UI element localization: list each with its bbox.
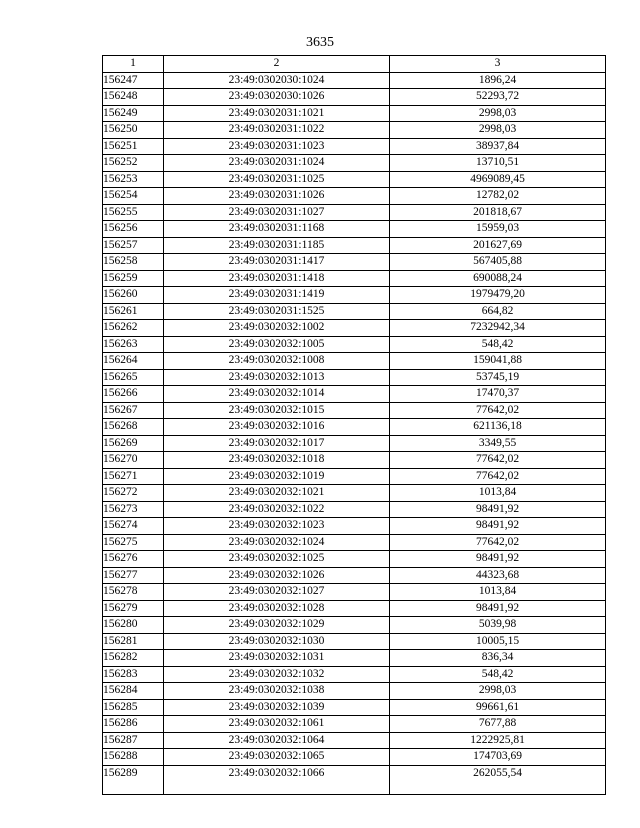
table-row xyxy=(103,171,606,188)
cadastral-number-cell: 23:49:0302030:1026 xyxy=(164,89,390,106)
table-row xyxy=(103,600,606,617)
table-row xyxy=(103,584,606,601)
row-number-cell: 156270 xyxy=(103,452,164,469)
cadastral-number-cell: 23:49:0302032:1030 xyxy=(164,633,390,650)
row-number-cell: 156263 xyxy=(103,336,164,353)
table-row xyxy=(103,353,606,370)
cadastral-number-cell: 23:49:0302032:1061 xyxy=(164,716,390,733)
row-number-cell: 156286 xyxy=(103,716,164,733)
value-cell: 15959,03 xyxy=(390,221,606,238)
cadastral-number-cell: 23:49:0302032:1039 xyxy=(164,699,390,716)
value-cell: 77642,02 xyxy=(390,534,606,551)
value-cell: 548,42 xyxy=(390,336,606,353)
table-row xyxy=(103,699,606,716)
value-cell: 3349,55 xyxy=(390,435,606,452)
table-row xyxy=(103,650,606,667)
table-row xyxy=(103,188,606,205)
cadastral-number-cell: 23:49:0302032:1002 xyxy=(164,320,390,337)
cadastral-number-cell: 23:49:0302032:1027 xyxy=(164,584,390,601)
table-row xyxy=(103,551,606,568)
table-row xyxy=(103,534,606,551)
row-number-cell: 156253 xyxy=(103,171,164,188)
value-cell: 567405,88 xyxy=(390,254,606,271)
value-cell: 77642,02 xyxy=(390,468,606,485)
cadastral-number-cell: 23:49:0302032:1064 xyxy=(164,732,390,749)
table-row xyxy=(103,765,606,794)
cadastral-number-cell: 23:49:0302031:1026 xyxy=(164,188,390,205)
cadastral-number-cell: 23:49:0302030:1024 xyxy=(164,72,390,89)
cadastral-number-cell: 23:49:0302031:1525 xyxy=(164,303,390,320)
value-cell: 1979479,20 xyxy=(390,287,606,304)
value-cell: 98491,92 xyxy=(390,551,606,568)
table-row xyxy=(103,485,606,502)
table-row xyxy=(103,518,606,535)
cadastral-number-cell: 23:49:0302032:1031 xyxy=(164,650,390,667)
row-number-cell: 156276 xyxy=(103,551,164,568)
cadastral-number-cell: 23:49:0302031:1025 xyxy=(164,171,390,188)
row-number-cell: 156273 xyxy=(103,501,164,518)
table-row xyxy=(103,270,606,287)
row-number-cell: 156249 xyxy=(103,105,164,122)
row-number-cell: 156279 xyxy=(103,600,164,617)
value-cell: 1222925,81 xyxy=(390,732,606,749)
cadastral-number-cell: 23:49:0302031:1185 xyxy=(164,237,390,254)
page-number: 3635 xyxy=(306,35,334,50)
table-row xyxy=(103,386,606,403)
value-cell: 2998,03 xyxy=(390,105,606,122)
value-cell: 621136,18 xyxy=(390,419,606,436)
table-row xyxy=(103,617,606,634)
cadastral-number-cell: 23:49:0302031:1027 xyxy=(164,204,390,221)
row-number-cell: 156266 xyxy=(103,386,164,403)
row-number-cell: 156250 xyxy=(103,122,164,139)
cadastral-number-cell: 23:49:0302031:1024 xyxy=(164,155,390,172)
value-cell: 262055,54 xyxy=(390,765,606,794)
value-cell: 10005,15 xyxy=(390,633,606,650)
row-number-cell: 156282 xyxy=(103,650,164,667)
value-cell: 98491,92 xyxy=(390,501,606,518)
cadastral-number-cell: 23:49:0302032:1026 xyxy=(164,567,390,584)
cadastral-number-cell: 23:49:0302032:1016 xyxy=(164,419,390,436)
row-number-cell: 156251 xyxy=(103,138,164,155)
value-cell: 2998,03 xyxy=(390,122,606,139)
value-cell: 13710,51 xyxy=(390,155,606,172)
value-cell: 53745,19 xyxy=(390,369,606,386)
value-cell: 7232942,34 xyxy=(390,320,606,337)
table-row xyxy=(103,221,606,238)
row-number-cell: 156262 xyxy=(103,320,164,337)
table-row xyxy=(103,732,606,749)
cadastral-number-cell: 23:49:0302032:1024 xyxy=(164,534,390,551)
value-cell: 1013,84 xyxy=(390,584,606,601)
value-cell: 690088,24 xyxy=(390,270,606,287)
row-number-cell: 156287 xyxy=(103,732,164,749)
value-cell: 2998,03 xyxy=(390,683,606,700)
row-number-cell: 156277 xyxy=(103,567,164,584)
value-cell: 1013,84 xyxy=(390,485,606,502)
value-cell: 98491,92 xyxy=(390,600,606,617)
value-cell: 1896,24 xyxy=(390,72,606,89)
row-number-cell: 156248 xyxy=(103,89,164,106)
column-header-3: 3 xyxy=(390,56,606,73)
row-number-cell: 156281 xyxy=(103,633,164,650)
table-row xyxy=(103,452,606,469)
table-body xyxy=(103,72,606,794)
table-row xyxy=(103,138,606,155)
value-cell: 664,82 xyxy=(390,303,606,320)
cadastral-number-cell: 23:49:0302031:1168 xyxy=(164,221,390,238)
table-row xyxy=(103,419,606,436)
row-number-cell: 156275 xyxy=(103,534,164,551)
table-row xyxy=(103,254,606,271)
table-header xyxy=(103,56,606,73)
table-row xyxy=(103,567,606,584)
cadastral-number-cell: 23:49:0302031:1023 xyxy=(164,138,390,155)
row-number-cell: 156255 xyxy=(103,204,164,221)
table-row xyxy=(103,402,606,419)
row-number-cell: 156268 xyxy=(103,419,164,436)
row-number-cell: 156254 xyxy=(103,188,164,205)
table-row xyxy=(103,105,606,122)
row-number-cell: 156280 xyxy=(103,617,164,634)
table-row xyxy=(103,749,606,766)
table-row xyxy=(103,72,606,89)
table-row xyxy=(103,501,606,518)
cadastral-number-cell: 23:49:0302032:1013 xyxy=(164,369,390,386)
row-number-cell: 156267 xyxy=(103,402,164,419)
row-number-cell: 156247 xyxy=(103,72,164,89)
table-row xyxy=(103,155,606,172)
value-cell: 4969089,45 xyxy=(390,171,606,188)
row-number-cell: 156264 xyxy=(103,353,164,370)
row-number-cell: 156283 xyxy=(103,666,164,683)
row-number-cell: 156265 xyxy=(103,369,164,386)
row-number-cell: 156260 xyxy=(103,287,164,304)
row-number-cell: 156261 xyxy=(103,303,164,320)
data-table xyxy=(102,55,606,795)
table-row xyxy=(103,435,606,452)
row-number-cell: 156269 xyxy=(103,435,164,452)
table-row xyxy=(103,122,606,139)
value-cell: 44323,68 xyxy=(390,567,606,584)
value-cell: 12782,02 xyxy=(390,188,606,205)
cadastral-number-cell: 23:49:0302032:1005 xyxy=(164,336,390,353)
table-row xyxy=(103,204,606,221)
value-cell: 17470,37 xyxy=(390,386,606,403)
value-cell: 98491,92 xyxy=(390,518,606,535)
header-row xyxy=(103,56,606,73)
table-row xyxy=(103,633,606,650)
value-cell: 99661,61 xyxy=(390,699,606,716)
row-number-cell: 156274 xyxy=(103,518,164,535)
row-number-cell: 156258 xyxy=(103,254,164,271)
value-cell: 174703,69 xyxy=(390,749,606,766)
column-header-1: 1 xyxy=(103,56,164,73)
value-cell: 77642,02 xyxy=(390,402,606,419)
cadastral-number-cell: 23:49:0302032:1023 xyxy=(164,518,390,535)
value-cell: 548,42 xyxy=(390,666,606,683)
cadastral-number-cell: 23:49:0302031:1419 xyxy=(164,287,390,304)
table-row xyxy=(103,369,606,386)
value-cell: 159041,88 xyxy=(390,353,606,370)
table-row xyxy=(103,237,606,254)
row-number-cell: 156256 xyxy=(103,221,164,238)
column-header-2: 2 xyxy=(164,56,390,73)
value-cell: 201818,67 xyxy=(390,204,606,221)
table-row xyxy=(103,666,606,683)
row-number-cell: 156284 xyxy=(103,683,164,700)
row-number-cell: 156259 xyxy=(103,270,164,287)
value-cell: 7677,88 xyxy=(390,716,606,733)
row-number-cell: 156257 xyxy=(103,237,164,254)
table-row xyxy=(103,336,606,353)
table-row xyxy=(103,89,606,106)
cadastral-number-cell: 23:49:0302032:1018 xyxy=(164,452,390,469)
row-number-cell: 156288 xyxy=(103,749,164,766)
value-cell: 77642,02 xyxy=(390,452,606,469)
table-row xyxy=(103,320,606,337)
value-cell: 201627,69 xyxy=(390,237,606,254)
row-number-cell: 156289 xyxy=(103,765,164,794)
cadastral-number-cell: 23:49:0302032:1032 xyxy=(164,666,390,683)
cadastral-number-cell: 23:49:0302032:1066 xyxy=(164,765,390,794)
value-cell: 5039,98 xyxy=(390,617,606,634)
cadastral-number-cell: 23:49:0302031:1021 xyxy=(164,105,390,122)
cadastral-number-cell: 23:49:0302032:1022 xyxy=(164,501,390,518)
row-number-cell: 156252 xyxy=(103,155,164,172)
table-row xyxy=(103,303,606,320)
table-row xyxy=(103,468,606,485)
cadastral-number-cell: 23:49:0302032:1029 xyxy=(164,617,390,634)
table-row xyxy=(103,287,606,304)
value-cell: 52293,72 xyxy=(390,89,606,106)
cadastral-number-cell: 23:49:0302031:1418 xyxy=(164,270,390,287)
cadastral-number-cell: 23:49:0302032:1065 xyxy=(164,749,390,766)
table-row xyxy=(103,683,606,700)
value-cell: 836,34 xyxy=(390,650,606,667)
cadastral-number-cell: 23:49:0302032:1017 xyxy=(164,435,390,452)
cadastral-number-cell: 23:49:0302032:1015 xyxy=(164,402,390,419)
cadastral-number-cell: 23:49:0302032:1028 xyxy=(164,600,390,617)
cadastral-number-cell: 23:49:0302032:1019 xyxy=(164,468,390,485)
cadastral-number-cell: 23:49:0302031:1417 xyxy=(164,254,390,271)
cadastral-number-cell: 23:49:0302031:1022 xyxy=(164,122,390,139)
cadastral-number-cell: 23:49:0302032:1008 xyxy=(164,353,390,370)
table-row xyxy=(103,716,606,733)
row-number-cell: 156272 xyxy=(103,485,164,502)
cadastral-number-cell: 23:49:0302032:1014 xyxy=(164,386,390,403)
value-cell: 38937,84 xyxy=(390,138,606,155)
row-number-cell: 156285 xyxy=(103,699,164,716)
cadastral-number-cell: 23:49:0302032:1021 xyxy=(164,485,390,502)
row-number-cell: 156278 xyxy=(103,584,164,601)
cadastral-number-cell: 23:49:0302032:1038 xyxy=(164,683,390,700)
cadastral-number-cell: 23:49:0302032:1025 xyxy=(164,551,390,568)
row-number-cell: 156271 xyxy=(103,468,164,485)
